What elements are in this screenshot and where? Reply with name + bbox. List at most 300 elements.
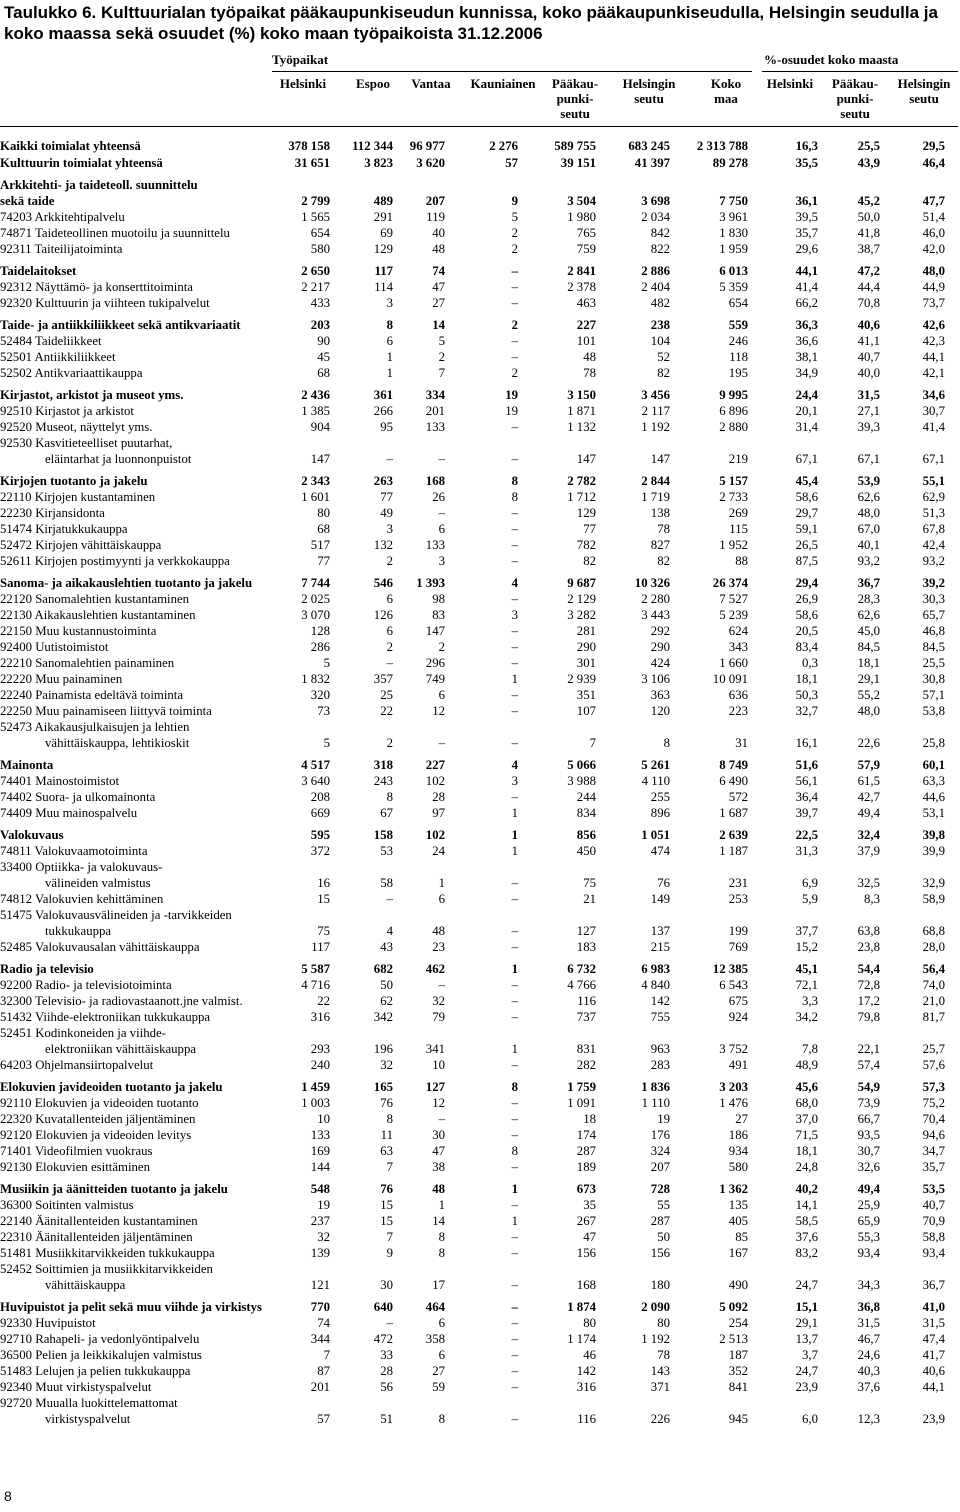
row-label: 22120 Sanomalehtien kustantaminen xyxy=(0,592,190,606)
cell-value: 3 282 xyxy=(567,608,596,622)
cell-value: 30,3 xyxy=(922,592,945,606)
cell-value: 32 xyxy=(432,994,445,1008)
table-row xyxy=(0,435,960,467)
cell-value: 1 952 xyxy=(719,538,748,552)
cell-value: 6 490 xyxy=(719,774,748,788)
cell-value: 44,9 xyxy=(922,280,945,294)
cell-value: 77 xyxy=(583,522,596,536)
cell-value: 58,6 xyxy=(795,608,818,622)
cell-value: 963 xyxy=(650,1042,670,1056)
cell-value: 293 xyxy=(310,1042,330,1056)
cell-value: 28,0 xyxy=(922,940,945,954)
row-label: Valokuvaus xyxy=(0,828,64,842)
column-header-line: seutu xyxy=(560,106,590,121)
cell-value: 57 xyxy=(317,1412,330,1426)
cell-value: 19 xyxy=(505,404,518,418)
cell-value: 254 xyxy=(728,1316,748,1330)
group-header-share: %-osuudet koko maasta xyxy=(764,52,899,67)
column-header xyxy=(826,76,884,121)
cell-value: 7 744 xyxy=(301,576,330,590)
cell-value: 53,1 xyxy=(922,806,945,820)
table-row xyxy=(0,1197,960,1213)
cell-value: 215 xyxy=(650,940,670,954)
cell-value: 126 xyxy=(373,608,393,622)
cell-value: 559 xyxy=(728,318,748,332)
cell-value: 116 xyxy=(577,994,596,1008)
cell-value: 2 xyxy=(511,318,518,332)
table-row xyxy=(0,789,960,805)
cell-value: 462 xyxy=(425,962,445,976)
cell-value: 38,1 xyxy=(795,350,818,364)
cell-value: 41,4 xyxy=(922,420,945,434)
cell-value: 3 xyxy=(386,296,393,310)
cell-value: 8 xyxy=(438,1412,445,1426)
row-label: sekä taide xyxy=(0,194,55,208)
cell-value: 133 xyxy=(425,538,445,552)
cell-value: 2 xyxy=(386,554,393,568)
cell-value: 144 xyxy=(310,1160,330,1174)
row-label: Musiikin ja äänitteiden tuotanto ja jakelu xyxy=(0,1182,228,1196)
cell-value: 924 xyxy=(728,1010,748,1024)
cell-value: 50,0 xyxy=(857,210,880,224)
cell-value: 75,2 xyxy=(922,1096,945,1110)
table-row xyxy=(0,623,960,639)
table-row xyxy=(0,553,960,569)
cell-value: 6 543 xyxy=(719,978,748,992)
table-row xyxy=(0,993,960,1009)
cell-value: 41 397 xyxy=(634,156,670,170)
cell-value: 32 xyxy=(380,1058,393,1072)
cell-value: 595 xyxy=(310,828,330,842)
cell-value: 56,4 xyxy=(922,962,945,976)
cell-value: 138 xyxy=(650,506,670,520)
cell-value: 548 xyxy=(310,1182,330,1196)
cell-value: 47 xyxy=(583,1230,596,1244)
cell-value: 2 733 xyxy=(719,490,748,504)
cell-value: 405 xyxy=(728,1214,748,1228)
cell-value: 673 xyxy=(576,1182,596,1196)
cell-value: 23,8 xyxy=(857,940,880,954)
cell-value: 37,6 xyxy=(857,1380,880,1394)
cell-value: 135 xyxy=(728,1198,748,1212)
cell-value: 68 xyxy=(317,366,330,380)
cell-value: 62,9 xyxy=(922,490,945,504)
cell-value: 73 xyxy=(317,704,330,718)
row-label: Sanoma- ja aikakauslehtien tuotanto ja jakelu xyxy=(0,576,253,590)
cell-value: 227 xyxy=(425,758,445,772)
cell-value: 62,6 xyxy=(857,608,880,622)
cell-value: 25,5 xyxy=(922,656,945,670)
cell-value: 107 xyxy=(576,704,596,718)
cell-value: 56,1 xyxy=(795,774,818,788)
cell-value: – xyxy=(511,790,518,804)
cell-value: 9 687 xyxy=(567,576,596,590)
cell-value: 58,6 xyxy=(795,490,818,504)
cell-value: 1 xyxy=(438,876,445,890)
cell-value: – xyxy=(511,506,518,520)
cell-value: 90 xyxy=(317,334,330,348)
cell-value: 168 xyxy=(576,1278,596,1292)
cell-value: 67,8 xyxy=(922,522,945,536)
cell-value: – xyxy=(386,452,393,466)
row-label: 92400 Uutistoimistot xyxy=(0,640,109,654)
cell-value: 48 xyxy=(432,1182,445,1196)
cell-value: 1 719 xyxy=(641,490,670,504)
cell-value: 246 xyxy=(728,334,748,348)
cell-value: 47 xyxy=(432,280,445,294)
cell-value: 1 192 xyxy=(641,1332,670,1346)
table-row-section xyxy=(0,138,960,154)
cell-value: 227 xyxy=(576,318,596,332)
cell-value: 116 xyxy=(577,1412,596,1426)
cell-value: 139 xyxy=(310,1246,330,1260)
cell-value: 15 xyxy=(317,892,330,906)
cell-value: 75 xyxy=(317,924,330,938)
cell-value: 46,7 xyxy=(857,1332,880,1346)
cell-value: 65,7 xyxy=(922,608,945,622)
cell-value: 66,7 xyxy=(857,1112,880,1126)
cell-value: 3 988 xyxy=(567,774,596,788)
cell-value: 102 xyxy=(425,828,445,842)
cell-value: 10 326 xyxy=(634,576,670,590)
table-row xyxy=(0,349,960,365)
cell-value: 70,4 xyxy=(922,1112,945,1126)
cell-value: 17,2 xyxy=(857,994,880,1008)
cell-value: 80 xyxy=(657,1316,670,1330)
cell-value: 4 xyxy=(386,924,393,938)
cell-value: 287 xyxy=(576,1144,596,1158)
cell-value: 2 xyxy=(511,366,518,380)
cell-value: 36,1 xyxy=(795,194,818,208)
cell-value: 78 xyxy=(657,1348,670,1362)
cell-value: 316 xyxy=(576,1380,596,1394)
row-label: 33400 Optiikka- ja valokuvaus- xyxy=(0,860,163,874)
cell-value: 81,7 xyxy=(922,1010,945,1024)
cell-value: 4 840 xyxy=(641,978,670,992)
cell-value: 83,2 xyxy=(795,1246,818,1260)
cell-value: 40,1 xyxy=(857,538,880,552)
cell-value: – xyxy=(511,1010,518,1024)
cell-value: 219 xyxy=(728,452,748,466)
table-row-section xyxy=(0,961,960,977)
cell-value: 474 xyxy=(650,844,670,858)
cell-value: 57,6 xyxy=(922,1058,945,1072)
cell-value: 2 025 xyxy=(301,592,330,606)
cell-value: 19 xyxy=(657,1112,670,1126)
cell-value: 38 xyxy=(432,1160,445,1174)
table-row xyxy=(0,209,960,225)
row-label: 52501 Antiikkiliikkeet xyxy=(0,350,116,364)
cell-value: 30 xyxy=(380,1278,393,1292)
cell-value: 2 513 xyxy=(719,1332,748,1346)
cell-value: 654 xyxy=(728,296,748,310)
cell-value: 654 xyxy=(310,226,330,240)
cell-value: 283 xyxy=(650,1058,670,1072)
cell-value: 79 xyxy=(432,1010,445,1024)
cell-value: 683 245 xyxy=(628,139,670,153)
cell-value: 3 xyxy=(511,608,518,622)
cell-value: 8 xyxy=(438,1230,445,1244)
cell-value: 32,6 xyxy=(857,1160,880,1174)
cell-value: 3 xyxy=(438,554,445,568)
row-label: 22130 Aikakauslehtien kustantaminen xyxy=(0,608,196,622)
cell-value: 16 xyxy=(317,876,330,890)
cell-value: 546 xyxy=(373,576,393,590)
cell-value: 463 xyxy=(576,296,596,310)
row-label: 71401 Videofilmien vuokraus xyxy=(0,1144,153,1158)
cell-value: – xyxy=(511,656,518,670)
column-header-line: Pääkau- xyxy=(551,76,599,91)
cell-value: 27 xyxy=(432,296,445,310)
cell-value: 290 xyxy=(650,640,670,654)
cell-value: 32,4 xyxy=(857,828,880,842)
page-number: 8 xyxy=(4,1488,12,1504)
cell-value: 7 xyxy=(438,366,445,380)
cell-value: 856 xyxy=(576,828,596,842)
cell-value: 65,9 xyxy=(857,1214,880,1228)
cell-value: 27 xyxy=(432,1364,445,1378)
cell-value: 35 xyxy=(583,1198,596,1212)
cell-value: 424 xyxy=(650,656,670,670)
cell-value: 59,1 xyxy=(795,522,818,536)
cell-value: 1 565 xyxy=(301,210,330,224)
cell-value: 22,5 xyxy=(795,828,818,842)
cell-value: 301 xyxy=(576,656,596,670)
cell-value: – xyxy=(511,688,518,702)
table-row xyxy=(0,1395,960,1427)
table-row xyxy=(0,607,960,623)
cell-value: 3 504 xyxy=(567,194,596,208)
row-label: 22310 Äänitallenteiden jäljentäminen xyxy=(0,1230,193,1244)
column-header xyxy=(462,76,544,91)
cell-value: 32 xyxy=(317,1230,330,1244)
cell-value: 2 xyxy=(438,350,445,364)
group-rule-jobs xyxy=(272,71,752,72)
row-label: 74409 Muu mainospalvelu xyxy=(0,806,138,820)
cell-value: 85 xyxy=(735,1230,748,1244)
cell-value: 316 xyxy=(310,1010,330,1024)
row-label: välineiden valmistus xyxy=(45,876,151,890)
cell-value: 127 xyxy=(576,924,596,938)
cell-value: 67,0 xyxy=(857,522,880,536)
cell-value: 580 xyxy=(728,1160,748,1174)
cell-value: 42,6 xyxy=(922,318,945,332)
cell-value: 53,8 xyxy=(922,704,945,718)
cell-value: 13,7 xyxy=(795,1332,818,1346)
cell-value: 207 xyxy=(650,1160,670,1174)
table-row-section xyxy=(0,1079,960,1095)
cell-value: 482 xyxy=(650,296,670,310)
cell-value: 1 832 xyxy=(301,672,330,686)
cell-value: – xyxy=(511,1332,518,1346)
cell-value: 5 xyxy=(323,736,330,750)
cell-value: 84,5 xyxy=(922,640,945,654)
cell-value: 34,3 xyxy=(857,1278,880,1292)
cell-value: 36,4 xyxy=(795,790,818,804)
cell-value: 226 xyxy=(650,1412,670,1426)
cell-value: 95 xyxy=(380,420,393,434)
cell-value: 371 xyxy=(650,1380,670,1394)
cell-value: 25,9 xyxy=(857,1198,880,1212)
cell-value: 433 xyxy=(310,296,330,310)
cell-value: 26,9 xyxy=(795,592,818,606)
cell-value: 352 xyxy=(728,1364,748,1378)
cell-value: 57,9 xyxy=(857,758,880,772)
cell-value: 158 xyxy=(373,828,393,842)
cell-value: 199 xyxy=(728,924,748,938)
column-header-line: seutu xyxy=(909,91,939,106)
table-row xyxy=(0,939,960,955)
row-label: 92110 Elokuvien ja videoiden tuotanto xyxy=(0,1096,199,1110)
cell-value: 14,1 xyxy=(795,1198,818,1212)
cell-value: 287 xyxy=(650,1214,670,1228)
cell-value: 66,2 xyxy=(795,296,818,310)
table-row xyxy=(0,1143,960,1159)
table-row xyxy=(0,241,960,257)
cell-value: 26 xyxy=(432,490,445,504)
cell-value: 1 192 xyxy=(641,420,670,434)
cell-value: 19 xyxy=(317,1198,330,1212)
cell-value: 8,3 xyxy=(864,892,880,906)
column-header xyxy=(700,76,752,106)
cell-value: 11 xyxy=(380,1128,393,1142)
cell-value: 344 xyxy=(310,1332,330,1346)
table-row-section xyxy=(0,1181,960,1197)
table-row xyxy=(0,977,960,993)
cell-value: 2 378 xyxy=(567,280,596,294)
cell-value: 93,4 xyxy=(922,1246,945,1260)
cell-value: 49,4 xyxy=(857,1182,880,1196)
cell-value: 40,6 xyxy=(922,1364,945,1378)
cell-value: 334 xyxy=(425,388,445,402)
cell-value: 28 xyxy=(432,790,445,804)
cell-value: 1 871 xyxy=(567,404,596,418)
row-label: 92710 Rahapeli- ja vedonlyöntipalvelu xyxy=(0,1332,200,1346)
cell-value: 2 841 xyxy=(567,264,596,278)
cell-value: – xyxy=(511,522,518,536)
cell-value: 40 xyxy=(432,226,445,240)
cell-value: 358 xyxy=(425,1332,445,1346)
cell-value: 37,6 xyxy=(795,1230,818,1244)
cell-value: 6 896 xyxy=(719,404,748,418)
cell-value: 54,9 xyxy=(857,1080,880,1094)
cell-value: 3 xyxy=(511,774,518,788)
cell-value: 1 xyxy=(386,350,393,364)
cell-value: 147 xyxy=(650,452,670,466)
cell-value: 97 xyxy=(432,806,445,820)
cell-value: 4 766 xyxy=(567,978,596,992)
cell-value: 343 xyxy=(728,640,748,654)
cell-value: 93,4 xyxy=(857,1246,880,1260)
cell-value: 2 343 xyxy=(301,474,330,488)
cell-value: 39,8 xyxy=(922,828,945,842)
cell-value: 2 782 xyxy=(567,474,596,488)
cell-value: 29,5 xyxy=(922,139,945,153)
row-label: 52473 Aikakausjulkaisujen ja lehtien xyxy=(0,720,190,734)
cell-value: 7 xyxy=(589,736,596,750)
cell-value: 2 117 xyxy=(641,404,670,418)
cell-value: 282 xyxy=(576,1058,596,1072)
cell-value: 31 651 xyxy=(294,156,330,170)
cell-value: 39,5 xyxy=(795,210,818,224)
cell-value: 3 961 xyxy=(719,210,748,224)
cell-value: 489 xyxy=(373,194,393,208)
table-row xyxy=(0,521,960,537)
cell-value: 231 xyxy=(728,876,748,890)
row-label: 92340 Muut virkistyspalvelut xyxy=(0,1380,152,1394)
column-header-line: punki- xyxy=(556,91,594,106)
cell-value: 76 xyxy=(657,876,670,890)
cell-value: 147 xyxy=(310,452,330,466)
cell-value: 31,3 xyxy=(795,844,818,858)
cell-value: 4 110 xyxy=(641,774,670,788)
table-row xyxy=(0,489,960,505)
cell-value: 62,6 xyxy=(857,490,880,504)
column-header-line: seutu xyxy=(840,106,870,121)
cell-value: – xyxy=(511,1316,518,1330)
cell-value: 50,3 xyxy=(795,688,818,702)
row-label: 22240 Painamista edeltävä toiminta xyxy=(0,688,184,702)
cell-value: 5 092 xyxy=(719,1300,748,1314)
cell-value: 6 xyxy=(438,1316,445,1330)
cell-value: 296 xyxy=(425,656,445,670)
cell-value: 28 xyxy=(380,1364,393,1378)
row-label: virkistyspalvelut xyxy=(45,1412,131,1426)
cell-value: 8 xyxy=(511,1144,518,1158)
cell-value: 73,7 xyxy=(922,296,945,310)
cell-value: 1 836 xyxy=(641,1080,670,1094)
cell-value: 759 xyxy=(576,242,596,256)
cell-value: – xyxy=(511,1412,518,1426)
table-row xyxy=(0,1331,960,1347)
cell-value: 44,1 xyxy=(922,350,945,364)
cell-value: 77 xyxy=(380,490,393,504)
cell-value: 20,1 xyxy=(795,404,818,418)
cell-value: 63,3 xyxy=(922,774,945,788)
row-label: 92130 Elokuvien esittäminen xyxy=(0,1160,150,1174)
column-header-line: Helsinki xyxy=(279,76,327,91)
column-header-line: Helsingin xyxy=(897,76,951,91)
table-row xyxy=(0,365,960,381)
cell-value: – xyxy=(386,892,393,906)
cell-value: 53,9 xyxy=(857,474,880,488)
cell-value: 14 xyxy=(432,318,445,332)
cell-value: 54,4 xyxy=(857,962,880,976)
cell-value: 29,1 xyxy=(857,672,880,686)
row-label: Kaikki toimialat yhteensä xyxy=(0,139,141,153)
table-row xyxy=(0,225,960,241)
cell-value: 378 158 xyxy=(288,139,330,153)
cell-value: 51,6 xyxy=(795,758,818,772)
cell-value: 237 xyxy=(310,1214,330,1228)
cell-value: – xyxy=(511,640,518,654)
cell-value: 1 xyxy=(511,844,518,858)
cell-value: – xyxy=(438,506,445,520)
cell-value: 2 090 xyxy=(641,1300,670,1314)
cell-value: 24,6 xyxy=(857,1348,880,1362)
cell-value: 2 844 xyxy=(641,474,670,488)
cell-value: 2 436 xyxy=(301,388,330,402)
cell-value: 57 xyxy=(505,156,518,170)
cell-value: 40,7 xyxy=(857,350,880,364)
row-label: Kirjastot, arkistot ja museot yms. xyxy=(0,388,184,402)
cell-value: 770 xyxy=(310,1300,330,1314)
cell-value: 119 xyxy=(426,210,445,224)
cell-value: 769 xyxy=(728,940,748,954)
row-label: 74812 Valokuvien kehittäminen xyxy=(0,892,164,906)
cell-value: 5 587 xyxy=(301,962,330,976)
cell-value: 45,1 xyxy=(795,962,818,976)
